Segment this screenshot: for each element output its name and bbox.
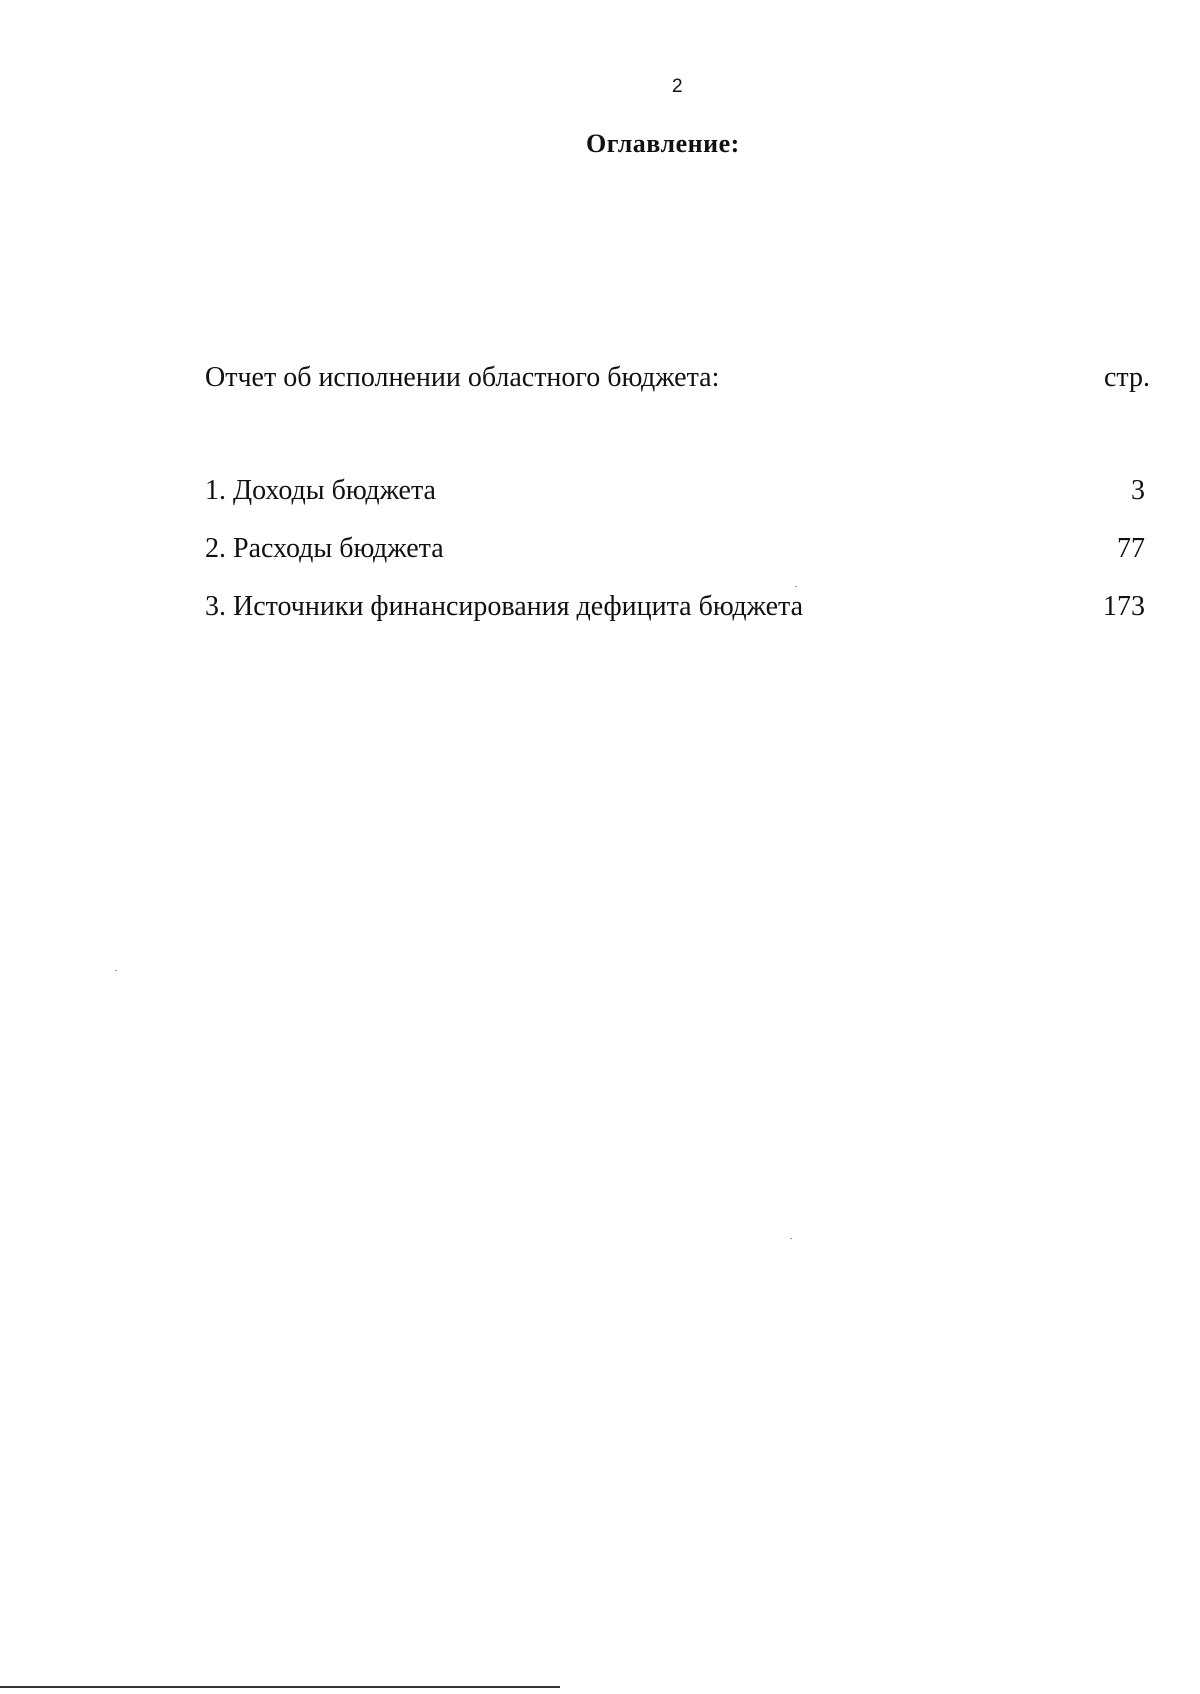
- page-number: 2: [672, 76, 683, 97]
- toc-entry-page: 3: [1131, 475, 1145, 506]
- toc-entry-page: 173: [1103, 591, 1145, 622]
- toc-entry-label: 1. Доходы бюджета: [205, 475, 436, 506]
- bottom-rule: [0, 1686, 560, 1688]
- toc-entry-label: 3. Источники финансирования дефицита бюджета: [205, 591, 804, 622]
- page-title: Оглавление:: [586, 129, 740, 158]
- scan-speck: [790, 1238, 792, 1239]
- scan-speck: [115, 970, 117, 971]
- scan-speck: [795, 586, 797, 587]
- page-column-label: стр.: [1103, 362, 1150, 393]
- toc-header-label: Отчет об исполнении областного бюджета:: [205, 362, 720, 393]
- toc-entry-page: 77: [1117, 533, 1145, 564]
- toc-entry-label: 2. Расходы бюджета: [205, 533, 444, 564]
